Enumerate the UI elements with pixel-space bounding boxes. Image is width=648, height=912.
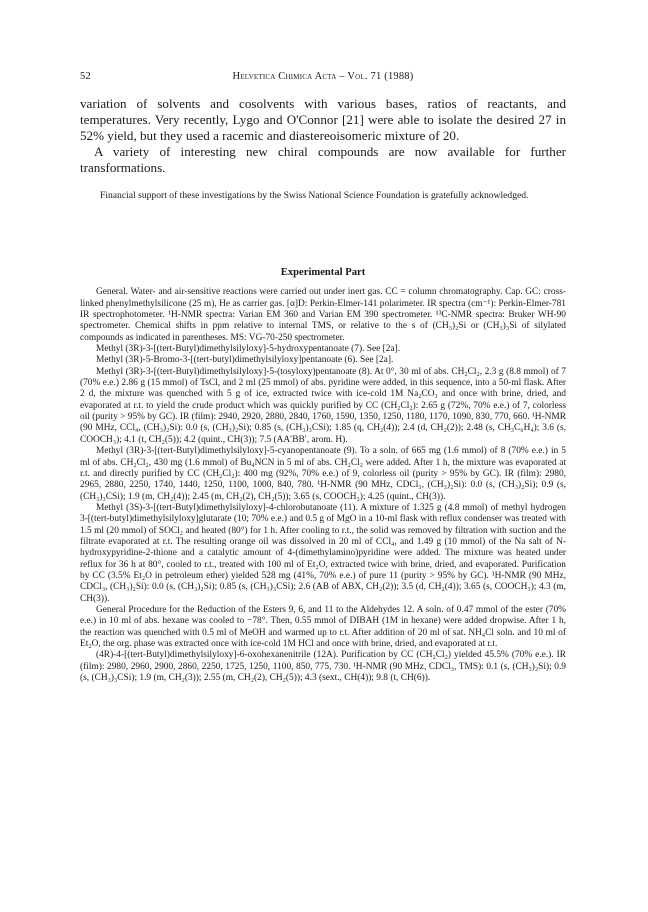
- body-paragraph: A variety of interesting new chiral compounds are now available for further transformations.: [80, 143, 566, 175]
- body-paragraph: variation of solvents and cosolvents with various bases, ratios of reactants, and temperatures. Very recently, Lygo and O'Connor [21] were able to isolate the desired 27 in 52% yield, but they used a racemic and diastereoisomeric mixture of 20.: [80, 96, 566, 143]
- experimental-section: [80, 267, 566, 684]
- compound-9-paragraph: Methyl (3R)-3-[(tert-Butyl)dimethylsilyloxy]-5-cyanopentanoate (9). To a soln. of 665 mg (1.6 mmol) of 8 (70% e.e.) in 5 ml of abs. CH₂Cl₂, 430 mg (1.6 mmol) of Bu₄NCN in 5 ml of abs. CH₂Cl₂ were added. After 1 h, the mixture was evaporated at r.t. and directly purified by CC (CH₂Cl₂): 400 mg (92%, 70% e.e.) of 9, colorless oil (purity > 95% by GC). IR (film): 2980, 2965, 2880, 2250, 1740, 1440, 1250, 1100, 1000, 840, 780. ¹H-NMR (90 MHz, CDCl₃, (CH₃)₂Si): 0.0 (s, (CH₃)₂Si); 0.9 (s, (CH₃)₃CSi); 1.9 (m, CH₂(4)); 2.45 (m, CH₂(2), CH₂(5)); 3.65 (s, COOCH₃); 4.25 (quint., CH(3)).: [80, 446, 566, 502]
- compound-8-paragraph: Methyl (3R)-3-[(tert-Butyl)dimethylsilyloxy]-5-(tosyloxy)pentanoate (8). At 0°, 30 ml of abs. CH₂Cl₂, 2.3 g (8.8 mmol) of 7 (70% e.e.) 2.86 g (15 mmol) of TsCl, and 2 ml (25 mmol) of abs. pyridine were added, in this sequence, into a 50-ml flask. After 2 d, the mixture was quenched with 5 g of ice, extracted twice with ice-cold 1M Na₂CO₃ and once with brine, dried, and evaporated at r.t. to yield the crude product which was quickly purified by CC (CH₂Cl₂): 2.65 g (72%, 70% e.e.) of 7, colorless oil (purity > 95% by GC). IR (film): 2940, 2920, 2880, 2840, 1760, 1590, 1350, 1250, 1180, 1170, 1090, 830, 770, 660. ¹H-NMR (90 MHz, CCl₄, (CH₃)₂Si): 0.0 (s, (CH₃)₂Si); 0.85 (s, (CH₃)₃CSi); 1.85 (q, CH₂(4)); 2.4 (d, CH₂(2)); 2.48 (s, CH₃C₆H₄); 3.6 (s, COOCH₃); 4.1 (t, CH₂(5)); 4.2 (quint., CH(3)); 7.5 (AA′BB′, arom. H).: [80, 366, 566, 445]
- general-paragraph: General. Water- and air-sensitive reactions were carried out under inert gas. CC = column chromatography. Cap. GC: cross-linked phenylmethylsilicone (25 m), He as carrier gas. [α]D: Perkin-Elmer-141 polarimeter. IR spectra (cm⁻¹): Perkin-Elmer-781 IR spectrophotometer. ¹H-NMR spectra: Varian EM 360 and Varian EM 390 spectrometer. ¹³C-NMR spectra: Bruker WH-90 spectrometer. Chemical shifts in ppm relative to internal TMS, or relative to the s of (CH₃)₂Si or (CH₃)₃Si of silylated compounds as indicated in parentheses. MS: VG-70-250 spectrometer.: [80, 287, 566, 343]
- section-title: Experimental Part: [280, 267, 366, 278]
- compound-12a-paragraph: (4R)-4-[(tert-Butyl)dimethylsilyloxy]-6-oxohexanenitrile (12A). Purification by CC (CH₂Cl₂) yielded 45.5% (70% e.e.). IR (film): 2980, 2960, 2900, 2860, 2250, 1725, 1250, 1100, 850, 775, 730. ¹H-NMR (90 MHz, CDCl₃, TMS): 0.1 (s, (CH₃)₂Si); 0.9 (s, (CH₃)₃CSi); 1.9 (m, CH₂(3)); 2.55 (m, CH₂(2), CH₂(5)); 4.3 (sext., CH(4)); 9.8 (t, CH(6)).: [80, 650, 566, 684]
- compound-7-paragraph: Methyl (3R)-3-[(tert-Butyl)dimethylsilyloxy]-5-hydroxypentanoate (7). See [2a].: [96, 344, 401, 355]
- main-text: [80, 96, 566, 176]
- reduction-procedure-paragraph: General Procedure for the Reduction of the Esters 9, 6, and 11 to the Aldehydes 12. A soln. of 0.47 mmol of the ester (70% e.e.) in 10 ml of abs. hexane was cooled to −78°. Then, 0.55 mmol of DIBAH (1M in hexane) were added dropwise. After 1 h, the reaction was quenched with 0.5 ml of MeOH and warmed up to r.t. After addition of 20 ml of sat. NH₄Cl soln. and 10 ml of Et₂O, the org. phase was extracted once with ice-cold 1M HCl and once with brine, dried, and evaporated at r.t.: [80, 604, 566, 649]
- compound-11-paragraph: Methyl (3S)-3-[(tert-Butyl)dimethylsilyloxy]-4-chlorobutanoate (11). A mixture of 1.325 g (4.8 mmol) of methyl hydrogen 3-[(tert-butyl)dimethylsilyloxy]glutarate (10; 70% e.e.) and 0.5 g of MgO in a 10-ml flask with reflux condenser was treated with 1.5 ml (20 mmol) of SOCl₂ and heated (80°) for 1 h. After cooling to r.t., the solid was removed by filtration with suction and the filtrate evaporated at r.t. The resulting orange oil was dissolved in 20 ml of CCl₄, and 1.49 g (10 mmol) of the Na salt of N-hydroxypyridine-2-thione and a catalytic amount of 4-(dimethylamino)pyridine were added. The mixture was heated under reflux for 36 h at 80°, cooled to r.t., treated with 100 ml of Et₂O, extracted twice with brine, dried, and evaporated. Purification by CC (3.5% Et₂O in petroleum ether) yielded 528 mg (41%, 70% e.e.) of pure 11 (purity > 95% by GC). ¹H-NMR (90 MHz, CDCl₃, (CH₃)₂Si): 0.0 (s, (CH₃)₂Si); 0.85 (s, (CH₃)₃CSi); 2.6 (AB of ABX, CH₂(2)); 3.5 (d, CH₂(4)); 3.65 (s, COOCH₃); 4.3 (m, CH(3)).: [80, 502, 566, 604]
- running-header: [80, 71, 566, 87]
- acknowledgement: Financial support of these investigations by the Swiss National Science Foundation is gratefully acknowledged.: [100, 190, 529, 201]
- running-head-title: Helvetica Chimica Acta – Vol. 71 (1988): [232, 71, 414, 82]
- compound-6-paragraph: Methyl (3R)-5-Bromo-3-[(tert-butyl)dimethylsilyloxy]pentanoate (6). See [2a].: [96, 355, 394, 366]
- page-number: 52: [80, 71, 91, 82]
